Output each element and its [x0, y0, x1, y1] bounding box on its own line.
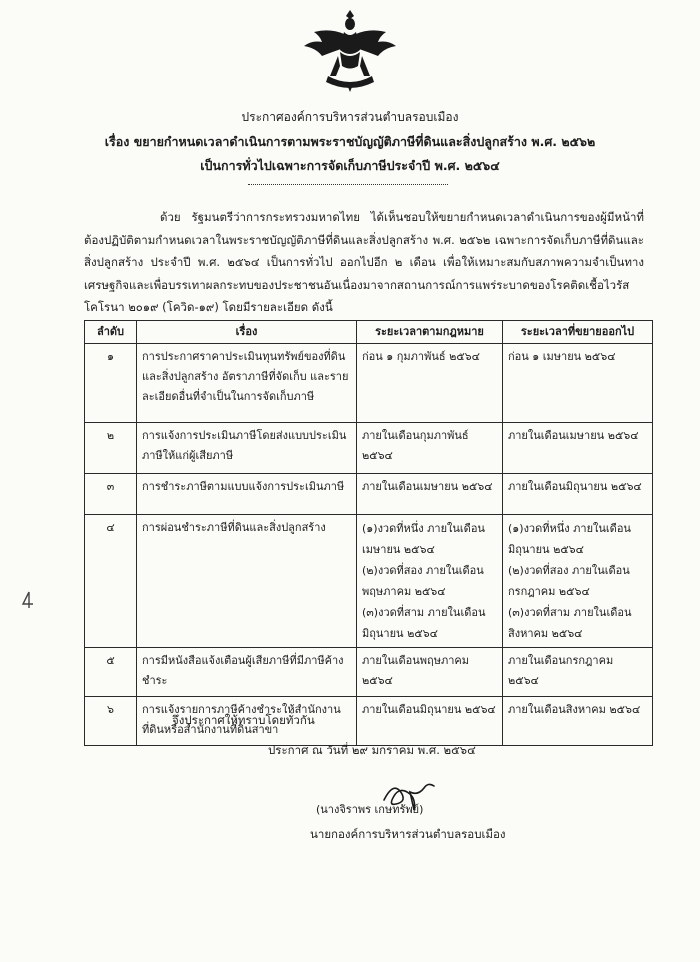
row-no: ๕: [85, 648, 137, 697]
row-extended: ภายในเดือนมิถุนายน ๒๕๖๔: [503, 474, 653, 515]
table-row: [85, 423, 653, 474]
table-row: [85, 344, 653, 423]
announcement-date: ประกาศ ณ วันที่ ๒๙ มกราคม พ.ศ. ๒๕๖๔: [268, 743, 476, 757]
row-legal: ภายในเดือนเมษายน ๒๕๖๔: [357, 474, 503, 515]
row-no: ๓: [85, 474, 137, 515]
table-row: [85, 474, 653, 515]
installment-2: (๒)งวดที่สอง ภายในเดือนพฤษภาคม ๒๕๖๔: [362, 564, 484, 598]
signer-name: (นางจิราพร เกษทรัพย์): [316, 803, 424, 816]
scope-line: เป็นการทั่วไปเฉพาะการจัดเก็บภาษีประจำปี พ.ศ. ๒๕๖๔: [200, 158, 500, 173]
body-paragraph-text: ด้วย รัฐมนตรีว่าการกระทรวงมหาดไทย ได้เห็นชอบให้ขยายกำหนดเวลาดำเนินการของผู้มีหน้าที่ต้องปฏิบัติตามกำหนดเวลาในพระราชบัญญัติภาษีที่ดินและสิ่งปลูกสร้าง พ.ศ. ๒๕๖๒ เฉพาะการจัดเก็บภาษีที่ดินและสิ่งปลูกสร้าง ประจำปี พ.ศ. ๒๕๖๔ เป็นการทั่วไป ออกไปอีก ๒ เดือน เพื่อให้เหมาะสมกับสภาพความจำเป็นทางเศรษฐกิจและเพื่อบรรเทาผลกระทบของประชาชนอันเนื่องมาจากสถานการณ์การแพร่ระบาดของโรคติดเชื้อไวรัสโคโรนา ๒๐๑๙ (โควิด-๑๙) โดยมีรายละเอียด ดังนี้: [84, 210, 644, 314]
row-topic: การประกาศราคาประเมินทุนทรัพย์ของที่ดินและสิ่งปลูกสร้าง อัตราภาษีที่จัดเก็บ และรายละเอียดอื่นที่จำเป็นในการจัดเก็บภาษี: [137, 344, 357, 423]
organization-title: ประกาศองค์การบริหารส่วนตำบลรอบเมือง: [241, 110, 459, 124]
row-legal-installments: [357, 515, 503, 648]
row-topic: การแจ้งการประเมินภาษีโดยส่งแบบประเมินภาษีให้แก่ผู้เสียภาษี: [137, 423, 357, 474]
header-topic: เรื่อง: [137, 321, 357, 344]
body-paragraph: [84, 206, 644, 319]
header-extended-period: ระยะเวลาที่ขยายออกไป: [503, 321, 653, 344]
row-no: ๖: [85, 697, 137, 746]
subject-line: เรื่อง ขยายกำหนดเวลาดำเนินการตามพระราชบัญญัติภาษีที่ดินและสิ่งปลูกสร้าง พ.ศ. ๒๕๖๒: [104, 134, 596, 149]
row-extended: ก่อน ๑ เมษายน ๒๕๖๔: [503, 344, 653, 423]
table-row: [85, 697, 653, 746]
installment-3: (๓)งวดที่สาม ภายในเดือนมิถุนายน ๒๕๖๔: [362, 606, 486, 640]
row-extended: ภายในเดือนกรกฎาคม ๒๕๖๔: [503, 648, 653, 697]
installment-1: (๑)งวดที่หนึ่ง ภายในเดือนเมษายน ๒๕๖๔: [362, 522, 485, 556]
row-legal: ก่อน ๑ กุมภาพันธ์ ๒๕๖๔: [357, 344, 503, 423]
row-topic: การผ่อนชำระภาษีที่ดินและสิ่งปลูกสร้าง: [137, 515, 357, 648]
garuda-emblem-icon: [300, 6, 400, 94]
table-row: [85, 515, 653, 648]
signer-position: นายกองค์การบริหารส่วนตำบลรอบเมือง: [310, 827, 506, 841]
row-no: ๔: [85, 515, 137, 648]
row-no: ๑: [85, 344, 137, 423]
installment-3: (๓)งวดที่สาม ภายในเดือนสิงหาคม ๒๕๖๔: [508, 606, 632, 640]
row-topic: การชำระภาษีตามแบบแจ้งการประเมินภาษี: [137, 474, 357, 515]
table-header-row: [85, 321, 653, 344]
row-legal: ภายในเดือนพฤษภาคม ๒๕๖๔: [357, 648, 503, 697]
row-no: ๒: [85, 423, 137, 474]
row-legal: ภายในเดือนมิถุนายน ๒๕๖๔: [357, 697, 503, 746]
installment-2: (๒)งวดที่สอง ภายในเดือนกรกฎาคม ๒๕๖๔: [508, 564, 630, 598]
installment-1: (๑)งวดที่หนึ่ง ภายในเดือนมิถุนายน ๒๕๖๔: [508, 522, 631, 556]
header-no: ลำดับ: [85, 321, 137, 344]
schedule-table: [84, 320, 653, 746]
row-legal: ภายในเดือนกุมภาพันธ์ ๒๕๖๔: [357, 423, 503, 474]
row-topic: การแจ้งรายการภาษีค้างชำระให้สำนักงานที่ดินหรือสำนักงานที่ดินสาขา: [137, 697, 357, 746]
row-extended-installments: [503, 515, 653, 648]
row-topic: การมีหนังสือแจ้งเตือนผู้เสียภาษีที่มีภาษีค้างชำระ: [137, 648, 357, 697]
closing-statement: จึงประกาศให้ทราบโดยทั่วกัน: [172, 713, 315, 727]
table-row: [85, 648, 653, 697]
header-legal-period: ระยะเวลาตามกฎหมาย: [357, 321, 503, 344]
row-extended: ภายในเดือนสิงหาคม ๒๕๖๔: [503, 697, 653, 746]
row-extended: ภายในเดือนเมษายน ๒๕๖๔: [503, 423, 653, 474]
margin-mark-icon: [20, 590, 38, 610]
dotted-divider: [248, 184, 448, 185]
